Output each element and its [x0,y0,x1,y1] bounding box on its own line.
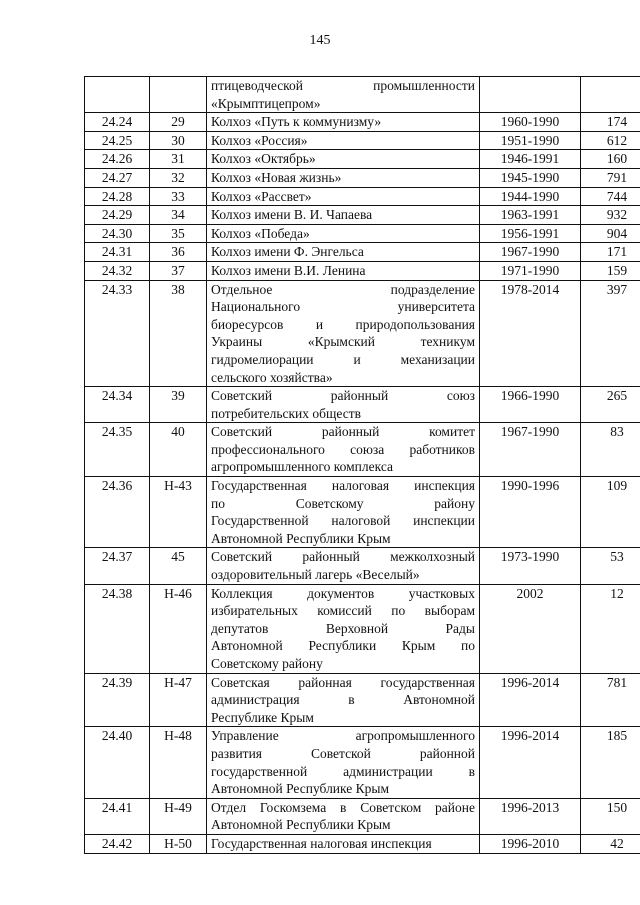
table-row [85,131,640,150]
fond-name-line: Государственная налоговая инспекция [211,478,475,494]
fond-code-cell: 24.30 [85,224,150,243]
fond-years-cell: 1960-1990 [480,113,581,132]
fond-name-line: сельского хозяйства» [211,369,333,385]
table-row [85,584,640,673]
fond-count-cell: 781 [581,673,640,727]
table-row [85,187,640,206]
fond-count-cell: 185 [581,727,640,798]
fond-years-cell: 1973-1990 [480,548,581,584]
table-row [85,673,640,727]
fond-name-line: Отдел Госкомзема в Советском районе [211,799,475,815]
fond-number-cell: 30 [150,131,207,150]
fond-code-cell: 24.34 [85,387,150,423]
fond-code-cell: 24.26 [85,150,150,169]
fond-name-line: Коллекция документов участковых [211,585,475,601]
fond-number-cell: 32 [150,168,207,187]
fond-name-cell [207,798,480,834]
fonds-table-body [85,77,640,854]
fond-count-cell: 174 [581,113,640,132]
fond-name-line: Автономной Республики Крым [211,817,391,833]
fond-name-cell [207,280,480,387]
fond-years-cell: 1956-1991 [480,224,581,243]
fond-code-cell: 24.42 [85,834,150,853]
fond-name-line: Государственной налоговой инспекции [211,513,475,529]
fond-code-cell: 24.33 [85,280,150,387]
fond-count-cell: 265 [581,387,640,423]
table-row [85,77,640,113]
fond-code-cell: 24.27 [85,168,150,187]
table-row [85,387,640,423]
fond-name-cell [207,423,480,477]
fond-code-cell: 24.32 [85,261,150,280]
fond-years-cell: 1944-1990 [480,187,581,206]
fond-name-line: «Крымптицепром» [211,95,321,111]
fond-name-line: Государственная налоговая инспекция [211,835,432,851]
fond-name-cell [207,727,480,798]
fond-count-cell: 744 [581,187,640,206]
fond-name-line: оздоровительный лагерь «Веселый» [211,567,420,583]
fond-name-cell [207,113,480,132]
table-row [85,261,640,280]
fond-count-cell: 932 [581,206,640,225]
fond-code-cell: 24.31 [85,243,150,262]
fond-name-line: птицеводческой промышленности [211,78,475,93]
fond-number-cell: 34 [150,206,207,225]
fond-years-cell: 1945-1990 [480,168,581,187]
fond-years-cell: 1978-2014 [480,280,581,387]
fond-name-line: Колхоз имени В.И. Ленина [211,262,366,278]
fond-name-line: депутатов Верховной Рады [211,620,475,636]
fond-years-cell: 1967-1990 [480,243,581,262]
fond-name-line: Советский районный союз [211,388,475,404]
fond-name-cell [207,187,480,206]
fond-name-cell [207,150,480,169]
fond-number-cell: Н-43 [150,477,207,548]
fond-years-cell: 1963-1991 [480,206,581,225]
fond-name-line: агропромышленного комплекса [211,459,393,475]
fond-number-cell: Н-48 [150,727,207,798]
fond-number-cell: 40 [150,423,207,477]
fond-name-line: администрация в Автономной [211,692,475,708]
fond-name-cell [207,387,480,423]
fond-name-line: избирательных комиссий по выборам [211,603,475,619]
fond-years-cell: 1971-1990 [480,261,581,280]
table-row [85,798,640,834]
fond-code-cell: 24.25 [85,131,150,150]
fond-name-cell [207,548,480,584]
fond-name-line: Республике Крым [211,709,314,725]
fond-count-cell: 160 [581,150,640,169]
fond-code-cell: 24.41 [85,798,150,834]
fond-count-cell: 109 [581,477,640,548]
fond-name-line: развития Советской районной [211,745,475,761]
fond-name-line: потребительских обществ [211,405,361,421]
fond-name-line: Колхоз «Октябрь» [211,151,316,167]
fond-years-cell: 1967-1990 [480,423,581,477]
fond-name-line: Советская районная государственная [211,674,475,690]
fond-count-cell: 150 [581,798,640,834]
fond-name-line: Колхоз «Россия» [211,132,308,148]
table-row [85,224,640,243]
fond-name-cell [207,673,480,727]
fond-number-cell: 38 [150,280,207,387]
table-row [85,834,640,853]
fond-number-cell: Н-47 [150,673,207,727]
fond-years-cell: 1990-1996 [480,477,581,548]
fond-years-cell: 1946-1991 [480,150,581,169]
fond-count-cell: 791 [581,168,640,187]
fond-name-line: государственной администрации в [211,763,475,779]
fond-name-cell [207,834,480,853]
fond-code-cell: 24.38 [85,584,150,673]
fond-count-cell [581,77,640,113]
fond-code-cell: 24.36 [85,477,150,548]
fond-code-cell [85,77,150,113]
fond-number-cell: 35 [150,224,207,243]
fond-count-cell: 612 [581,131,640,150]
fond-name-cell [207,243,480,262]
fond-count-cell: 53 [581,548,640,584]
fond-name-line: Колхоз «Новая жизнь» [211,169,342,185]
fond-name-line: Колхоз «Рассвет» [211,188,312,204]
fond-number-cell: Н-46 [150,584,207,673]
fond-code-cell: 24.29 [85,206,150,225]
fond-number-cell: Н-50 [150,834,207,853]
table-row [85,280,640,387]
fond-name-line: биоресурсов и природопользования [211,316,475,332]
fond-years-cell: 1996-2010 [480,834,581,853]
fond-years-cell: 2002 [480,584,581,673]
fond-count-cell: 159 [581,261,640,280]
fond-number-cell: 33 [150,187,207,206]
fond-code-cell: 24.37 [85,548,150,584]
fond-name-cell [207,584,480,673]
fond-code-cell: 24.28 [85,187,150,206]
fond-name-line: по Советскому району [211,495,475,511]
fond-name-line: Советскому району [211,656,323,671]
fond-name-cell [207,477,480,548]
fond-name-line: Колхоз имени В. И. Чапаева [211,207,373,223]
fond-number-cell [150,77,207,113]
table-row [85,423,640,477]
fond-name-line: гидромелиорации и механизации [211,351,475,367]
fond-count-cell: 397 [581,280,640,387]
fond-number-cell: 37 [150,261,207,280]
fond-years-cell: 1996-2014 [480,673,581,727]
fond-name-cell [207,77,480,113]
fond-name-line: Советский районный комитет [211,424,475,440]
fond-number-cell: 29 [150,113,207,132]
fond-years-cell: 1996-2013 [480,798,581,834]
fond-years-cell: 1966-1990 [480,387,581,423]
table-row [85,168,640,187]
table-row [85,548,640,584]
fond-name-line: Автономной Республики Крым [211,530,391,546]
fonds-table [84,76,640,854]
fond-name-line: Колхоз «Победа» [211,225,310,241]
fond-code-cell: 24.39 [85,673,150,727]
fond-years-cell: 1951-1990 [480,131,581,150]
fond-code-cell: 24.40 [85,727,150,798]
fond-number-cell: 36 [150,243,207,262]
fond-name-line: Автономной Республике Крым [211,781,389,797]
table-row [85,727,640,798]
fond-name-line: Советский районный межколхозный [211,549,475,565]
table-row [85,113,640,132]
fond-number-cell: 31 [150,150,207,169]
fond-number-cell: 45 [150,548,207,584]
fond-name-line: Колхоз имени Ф. Энгельса [211,244,364,260]
fond-name-line: Автономной Республики Крым по [211,638,475,654]
fond-name-cell [207,224,480,243]
fond-count-cell: 83 [581,423,640,477]
table-row [85,206,640,225]
fond-count-cell: 171 [581,243,640,262]
page-number: 145 [309,33,331,48]
fond-years-cell: 1996-2014 [480,727,581,798]
table-row [85,150,640,169]
fond-name-line: Отдельное подразделение [211,281,475,297]
fond-code-cell: 24.35 [85,423,150,477]
fond-name-cell [207,206,480,225]
fond-name-line: Колхоз «Путь к коммунизму» [211,114,382,130]
fond-name-line: профессионального союза работников [211,441,475,457]
fond-years-cell [480,77,581,113]
fond-name-cell [207,261,480,280]
fond-name-cell [207,131,480,150]
fond-name-line: Национального университета [211,299,475,315]
fond-name-line: Украины «Крымский техникум [211,334,475,350]
fond-number-cell: Н-49 [150,798,207,834]
fond-count-cell: 12 [581,584,640,673]
fond-count-cell: 42 [581,834,640,853]
table-row [85,477,640,548]
fond-name-cell [207,168,480,187]
fond-name-line: Управление агропромышленного [211,728,475,744]
fond-code-cell: 24.24 [85,113,150,132]
fond-count-cell: 904 [581,224,640,243]
fond-number-cell: 39 [150,387,207,423]
table-row [85,243,640,262]
